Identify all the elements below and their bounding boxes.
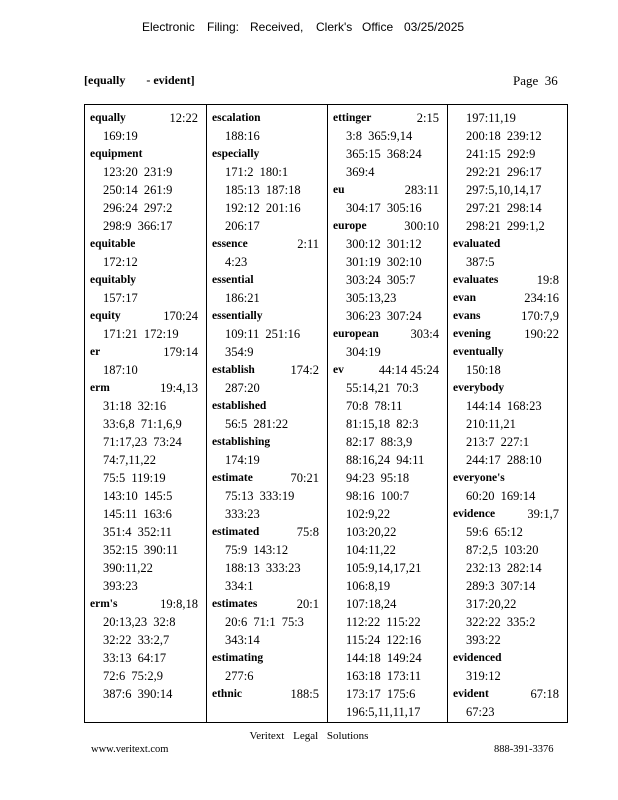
- index-term: evident: [453, 688, 489, 700]
- index-ref-line: 144:18 149:24: [346, 651, 422, 665]
- index-ref-line: 301:19 302:10: [346, 255, 422, 269]
- index-ref-line: 343:14: [225, 633, 260, 647]
- index-ref-line: 163:18 173:11: [346, 669, 422, 683]
- index-ref-line: 200:18 239:12: [466, 129, 542, 143]
- index-ref-line: 232:13 282:14: [466, 561, 542, 575]
- index-term-line: [207, 523, 327, 541]
- index-term-line: [207, 271, 327, 289]
- index-ref-line: 150:18: [466, 363, 501, 377]
- index-term: ev: [333, 364, 344, 376]
- index-ref-line: 109:11 251:16: [225, 327, 301, 341]
- index-ref-line: 171:21 172:19: [103, 327, 179, 341]
- index-term: eu: [333, 184, 345, 196]
- index-ref-line: 169:19: [103, 129, 138, 143]
- filing-word-electronic: Electronic: [142, 20, 195, 34]
- index-term-line: [207, 433, 327, 451]
- index-term-refs: 19:8: [536, 273, 559, 287]
- index-ref-line: 305:13,23: [346, 291, 397, 305]
- index-term-line: [328, 361, 447, 379]
- index-ref-line: 60:20 169:14: [466, 489, 536, 503]
- index-ref-line: 55:14,21 70:3: [346, 381, 419, 395]
- index-term-refs: 75:8: [296, 525, 319, 539]
- index-ref-line: 31:18 32:16: [103, 399, 167, 413]
- index-term-refs: 20:1: [296, 597, 319, 611]
- index-term-line: [448, 289, 567, 307]
- index-ref-line: 292:21 296:17: [466, 165, 542, 179]
- index-ref-line: 188:16: [225, 129, 260, 143]
- index-ref-line: 393:22: [466, 633, 501, 647]
- index-ref-line: 390:11,22: [103, 561, 153, 575]
- index-column-2: [206, 105, 327, 722]
- index-ref-line: 196:5,11,11,17: [346, 705, 421, 719]
- index-ref-line: 145:11 163:6: [103, 507, 172, 521]
- index-term: escalation: [212, 112, 261, 124]
- index-ref-line: 71:17,23 73:24: [103, 435, 182, 449]
- index-ref-line: 213:7 227:1: [466, 435, 530, 449]
- index-ref-line: 197:11,19: [466, 111, 516, 125]
- index-ref-line: 387:5: [466, 255, 495, 269]
- index-ref-line: 32:22 33:2,7: [103, 633, 170, 647]
- index-term-line: [328, 217, 447, 235]
- index-ref-line: 33:13 64:17: [103, 651, 167, 665]
- index-ref-line: 304:19: [346, 345, 381, 359]
- index-term-refs: 234:16: [524, 291, 559, 305]
- index-column-4: [447, 105, 567, 722]
- index-term-line: [328, 109, 447, 127]
- index-term-line: [207, 235, 327, 253]
- index-term-line: [448, 271, 567, 289]
- word-index-table: [84, 104, 568, 723]
- index-term: eventually: [453, 346, 504, 358]
- index-term-line: [328, 181, 447, 199]
- index-term-line: [85, 235, 206, 253]
- filing-word-received: Received,: [250, 20, 304, 34]
- index-term-line: [448, 649, 567, 667]
- index-term: essential: [212, 274, 254, 286]
- index-term: evan: [453, 292, 476, 304]
- index-term-line: [207, 397, 327, 415]
- index-term: evaluates: [453, 274, 499, 286]
- page-label: Page: [513, 73, 539, 88]
- filing-word-clerks: Clerk's: [316, 20, 353, 34]
- index-term-refs: 44:14 45:24: [378, 363, 439, 377]
- index-ref-line: 287:20: [225, 381, 260, 395]
- index-term-line: [207, 595, 327, 613]
- index-term-refs: 70:21: [290, 471, 319, 485]
- footer-company: Veritext Legal Solutions: [249, 730, 369, 742]
- index-ref-line: 192:12 201:16: [225, 201, 301, 215]
- index-ref-line: 289:3 307:14: [466, 579, 536, 593]
- index-term-line: [207, 469, 327, 487]
- index-term-refs: 188:5: [290, 687, 319, 701]
- index-ref-line: 297:5,10,14,17: [466, 183, 542, 197]
- index-term: estimates: [212, 598, 258, 610]
- index-ref-line: 297:21 298:14: [466, 201, 542, 215]
- index-ref-line: 105:9,14,17,21: [346, 561, 422, 575]
- index-ref-line: 115:24 122:16: [346, 633, 422, 647]
- index-ref-line: 387:6 390:14: [103, 687, 173, 701]
- index-term-refs: 12:22: [169, 111, 198, 125]
- index-term-refs: 19:4,13: [160, 381, 198, 395]
- index-ref-line: 107:18,24: [346, 597, 397, 611]
- index-term-line: [448, 343, 567, 361]
- index-ref-line: 123:20 231:9: [103, 165, 173, 179]
- index-term: europe: [333, 220, 367, 232]
- index-ref-line: 81:15,18 82:3: [346, 417, 419, 431]
- index-term-line: [328, 325, 447, 343]
- index-term-refs: 2:15: [416, 111, 439, 125]
- index-ref-line: 157:17: [103, 291, 138, 305]
- index-term-refs: 283:11: [404, 183, 439, 197]
- index-ref-line: 250:14 261:9: [103, 183, 173, 197]
- index-term: especially: [212, 148, 260, 160]
- index-ref-line: 94:23 95:18: [346, 471, 410, 485]
- index-term-line: [448, 325, 567, 343]
- index-ref-line: 210:11,21: [466, 417, 516, 431]
- index-term-refs: 190:22: [524, 327, 559, 341]
- index-ref-line: 88:16,24 94:11: [346, 453, 425, 467]
- index-ref-line: 322:22 335:2: [466, 615, 536, 629]
- index-term: evening: [453, 328, 491, 340]
- footer-website: www.veritext.com: [91, 744, 169, 755]
- footer-phone: 888-391-3376: [494, 744, 554, 755]
- index-term-line: [85, 379, 206, 397]
- index-term: estimated: [212, 526, 260, 538]
- index-term-refs: 2:11: [297, 237, 319, 251]
- index-term-line: [448, 307, 567, 325]
- index-term-line: [85, 145, 206, 163]
- index-term-line: [448, 505, 567, 523]
- index-term: evans: [453, 310, 481, 322]
- index-term-line: [85, 271, 206, 289]
- index-term: estimating: [212, 652, 264, 664]
- filing-word-office: Office: [362, 20, 394, 34]
- index-ref-line: 185:13 187:18: [225, 183, 301, 197]
- index-ref-line: 144:14 168:23: [466, 399, 542, 413]
- index-term: erm's: [90, 598, 118, 610]
- index-ref-line: 102:9,22: [346, 507, 391, 521]
- index-ref-line: 75:9 143:12: [225, 543, 289, 557]
- index-term-refs: 300:10: [404, 219, 439, 233]
- index-ref-line: 72:6 75:2,9: [103, 669, 163, 683]
- index-ref-line: 171:2 180:1: [225, 165, 289, 179]
- index-term: er: [90, 346, 101, 358]
- index-term-refs: 179:14: [163, 345, 198, 359]
- index-term: evidenced: [453, 652, 502, 664]
- index-term: equitable: [90, 238, 136, 250]
- index-ref-line: 298:9 366:17: [103, 219, 173, 233]
- index-term-line: [207, 685, 327, 703]
- index-term: erm: [90, 382, 110, 394]
- index-ref-line: 74:7,11,22: [103, 453, 157, 467]
- index-term-refs: 303:4: [410, 327, 439, 341]
- index-ref-line: 352:15 390:11: [103, 543, 179, 557]
- index-ref-line: 333:23: [225, 507, 260, 521]
- index-ref-line: 186:21: [225, 291, 260, 305]
- index-ref-line: 87:2,5 103:20: [466, 543, 539, 557]
- index-term-refs: 170:24: [163, 309, 198, 323]
- index-term-refs: 67:18: [530, 687, 559, 701]
- index-term-line: [207, 307, 327, 325]
- page-number: 36: [544, 73, 558, 88]
- index-term: european: [333, 328, 379, 340]
- index-term: equitably: [90, 274, 137, 286]
- index-ref-line: 187:10: [103, 363, 138, 377]
- index-term-refs: 170:7,9: [521, 309, 559, 323]
- index-term-refs: 174:2: [290, 363, 319, 377]
- index-ref-line: 277:6: [225, 669, 254, 683]
- index-ref-line: 300:12 301:12: [346, 237, 422, 251]
- index-term: establishing: [212, 436, 271, 448]
- index-term-line: [448, 685, 567, 703]
- index-ref-line: 298:21 299:1,2: [466, 219, 545, 233]
- index-term-line: [448, 379, 567, 397]
- index-ref-line: 172:12: [103, 255, 138, 269]
- index-term-line: [448, 469, 567, 487]
- index-ref-line: 33:6,8 71:1,6,9: [103, 417, 182, 431]
- index-ref-line: 174:19: [225, 453, 260, 467]
- index-term-refs: 39:1,7: [527, 507, 559, 521]
- index-ref-line: 241:15 292:9: [466, 147, 536, 161]
- index-term: ethnic: [212, 688, 243, 700]
- index-ref-line: 334:1: [225, 579, 254, 593]
- index-ref-line: 296:24 297:2: [103, 201, 173, 215]
- index-range-header: [equally - evident]: [84, 73, 195, 87]
- index-ref-line: 319:12: [466, 669, 501, 683]
- index-term: essentially: [212, 310, 263, 322]
- index-column-3: [327, 105, 447, 722]
- index-ref-line: 103:20,22: [346, 525, 397, 539]
- index-term-line: [448, 235, 567, 253]
- index-ref-line: 70:8 78:11: [346, 399, 403, 413]
- index-term: equipment: [90, 148, 143, 160]
- index-ref-line: 365:15 368:24: [346, 147, 422, 161]
- index-ref-line: 206:17: [225, 219, 260, 233]
- index-ref-line: 112:22 115:22: [346, 615, 421, 629]
- index-term: estimate: [212, 472, 253, 484]
- index-term: evaluated: [453, 238, 501, 250]
- index-ref-line: 75:5 119:19: [103, 471, 166, 485]
- index-term-line: [207, 145, 327, 163]
- index-term-line: [207, 361, 327, 379]
- index-ref-line: 143:10 145:5: [103, 489, 173, 503]
- index-term: equally: [90, 112, 126, 124]
- index-term: established: [212, 400, 267, 412]
- index-ref-line: 354:9: [225, 345, 254, 359]
- index-term-line: [207, 109, 327, 127]
- index-ref-line: 56:5 281:22: [225, 417, 289, 431]
- index-ref-line: 173:17 175:6: [346, 687, 416, 701]
- index-ref-line: 304:17 305:16: [346, 201, 422, 215]
- index-term: evidence: [453, 508, 496, 520]
- index-ref-line: 317:20,22: [466, 597, 517, 611]
- index-ref-line: 4:23: [225, 255, 248, 269]
- index-ref-line: 351:4 352:11: [103, 525, 172, 539]
- filing-date: 03/25/2025: [404, 20, 465, 34]
- index-term: essence: [212, 238, 248, 250]
- index-ref-line: 106:8,19: [346, 579, 391, 593]
- index-term: everybody: [453, 382, 505, 394]
- index-term-line: [207, 649, 327, 667]
- index-ref-line: 244:17 288:10: [466, 453, 542, 467]
- index-ref-line: 82:17 88:3,9: [346, 435, 413, 449]
- page-number-header: [513, 73, 558, 89]
- index-ref-line: 303:24 305:7: [346, 273, 416, 287]
- index-term-refs: 19:8,18: [160, 597, 198, 611]
- index-ref-line: 20:6 71:1 75:3: [225, 615, 304, 629]
- index-ref-line: 188:13 333:23: [225, 561, 301, 575]
- index-ref-line: 104:11,22: [346, 543, 396, 557]
- index-term: ettinger: [333, 112, 372, 124]
- index-term: equity: [90, 310, 121, 322]
- index-ref-line: 369:4: [346, 165, 375, 179]
- filing-word-filing: Filing:: [207, 20, 240, 34]
- index-term-line: [85, 109, 206, 127]
- index-term-line: [85, 307, 206, 325]
- index-ref-line: 306:23 307:24: [346, 309, 422, 323]
- index-term-line: [85, 595, 206, 613]
- index-term-line: [85, 343, 206, 361]
- index-column-1: [85, 105, 206, 722]
- index-ref-line: 20:13,23 32:8: [103, 615, 176, 629]
- index-ref-line: 59:6 65:12: [466, 525, 523, 539]
- index-ref-line: 75:13 333:19: [225, 489, 295, 503]
- index-term: everyone's: [453, 472, 505, 484]
- index-ref-line: 393:23: [103, 579, 138, 593]
- index-term: establish: [212, 364, 255, 376]
- index-ref-line: 67:23: [466, 705, 495, 719]
- index-ref-line: 98:16 100:7: [346, 489, 410, 503]
- index-ref-line: 3:8 365:9,14: [346, 129, 413, 143]
